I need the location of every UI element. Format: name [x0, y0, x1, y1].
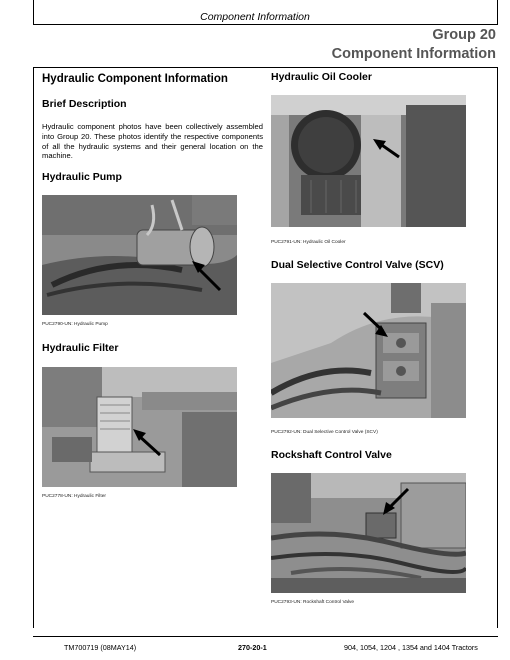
scv-heading: Dual Selective Control Valve (SCV) — [271, 259, 444, 271]
group-number: Group 20 — [432, 27, 496, 43]
scv-photo — [271, 283, 466, 418]
main-heading: Hydraulic Component Information — [42, 73, 228, 85]
hydraulic-oil-cooler-heading: Hydraulic Oil Cooler — [271, 71, 372, 83]
hydraulic-filter-heading: Hydraulic Filter — [42, 342, 119, 354]
hydraulic-oil-cooler-photo — [271, 95, 466, 227]
rockshaft-control-valve-heading: Rockshaft Control Valve — [271, 449, 392, 461]
rockshaft-control-valve-caption: PUC2793-UN: Rockshaft Control Valve — [271, 600, 355, 605]
hydraulic-filter-caption: PUC2778-UN: Hydraulic Filter — [42, 494, 106, 499]
hydraulic-pump-heading: Hydraulic Pump — [42, 171, 122, 183]
content-left-border — [33, 68, 34, 628]
brief-description-heading: Brief Description — [42, 98, 127, 110]
content-top-border — [33, 67, 498, 68]
group-title: Component Information — [331, 46, 496, 62]
footer-doc-id: TM700719 (08MAY14) — [64, 643, 137, 652]
hydraulic-pump-photo — [42, 195, 237, 315]
running-title: Component Information — [200, 11, 310, 23]
hydraulic-oil-cooler-caption: PUC2791-UN: Hydraulic Oil Cooler — [271, 240, 346, 245]
hydraulic-pump-caption: PUC2790-UN: Hydraulic Pump — [42, 322, 108, 327]
rockshaft-control-valve-photo — [271, 473, 466, 593]
brief-description-text: Hydraulic component photos have been collectively assembled into Group 20. These photos identify the respective components of all the hydraulic systems and their general location on the machine. — [42, 122, 263, 161]
footer-rule — [33, 636, 498, 637]
footer-page-number: 270-20-1 — [238, 643, 267, 652]
footer-models: 904, 1054, 1204 , 1354 and 1404 Tractors — [344, 643, 478, 652]
header-rule — [33, 24, 498, 25]
hydraulic-filter-photo — [42, 367, 237, 487]
content-right-border — [497, 68, 498, 628]
scv-caption: PUC2792-UN: Dual Selective Control Valve (SCV) — [271, 430, 378, 435]
